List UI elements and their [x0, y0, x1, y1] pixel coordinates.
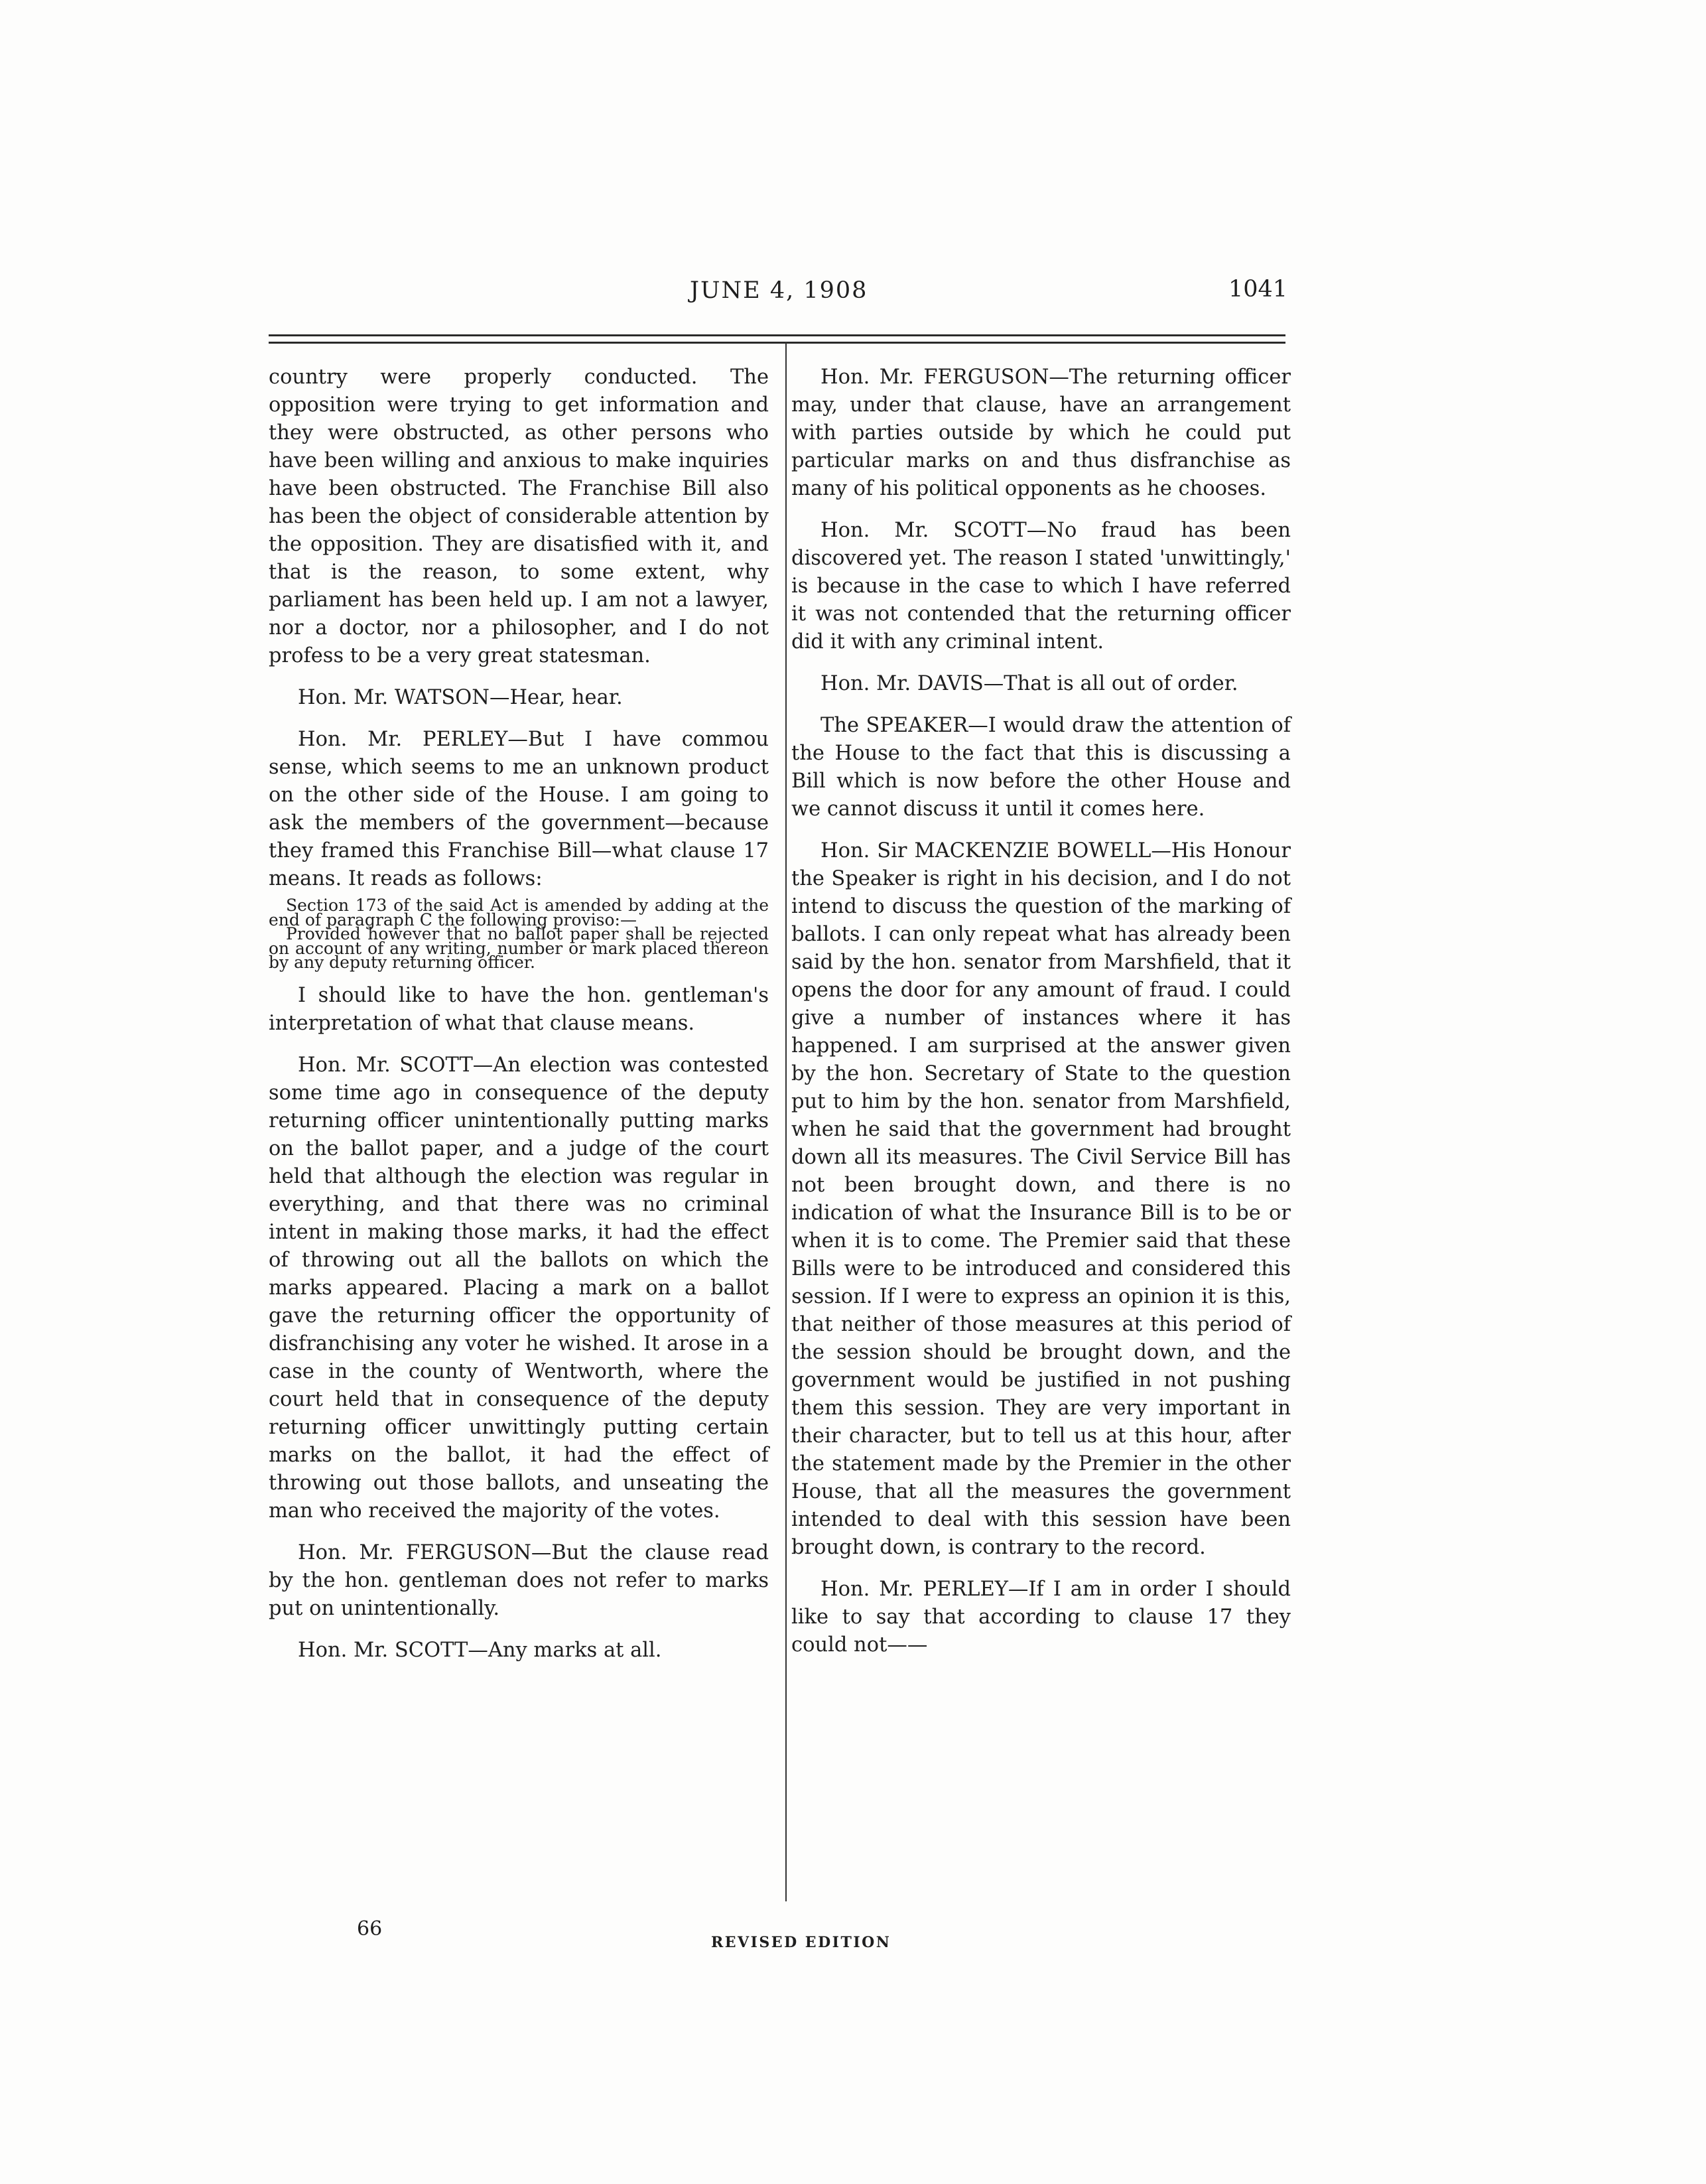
header-rule-bottom	[269, 342, 1285, 344]
page-number: 1041	[1228, 276, 1288, 303]
paragraph: Hon. Mr. DAVIS—That is all out of order.	[820, 672, 1238, 695]
paragraph: I should like to have the hon. gentleman's interpretation of what that clause means.	[269, 983, 769, 1035]
paragraph: Hon. Sir MACKENZIE BOWELL—His Honour the Speaker is right in his decision, and I do not intend to discuss the question of the marking of ballots. I can only repeat what has already been said by the hon. senator from Marshfield, that it opens the door for any amount of fraud. I could give a number of instances where it has happened. I am surprised at the answer given by the hon. Secretary of State to the question put to him by the hon. senator from Marshfield, when he said that the government had brought down all its measures. The Civil Service Bill has not been brought down, and there is no indication of what the Insurance Bill is to be or when it is to come. The Premier said that these Bills were to be introduced and considered this session. If I were to express an opinion it is this, that neither of those measures at this period of the session should be brought down, and the government would be justified in not pushing them this session. They are very important in their character, but to tell us at this hour, after the statement made by the Premier in the other House, that all the measures the government intended to deal with this session have been brought down, is contrary to the record.	[791, 839, 1291, 1559]
page-date: JUNE 4, 1908	[690, 277, 868, 304]
paragraph: The SPEAKER—I would draw the attention of the House to the fact that this is discussing a Bill which is now before the other House and we cannot discuss it until it comes here.	[791, 714, 1291, 821]
paragraph: Hon. Mr. FERGUSON—But the clause read by the hon. gentleman does not refer to marks put on unintentionally.	[269, 1540, 769, 1620]
paragraph: Hon. Mr. SCOTT—Any marks at all.	[298, 1638, 662, 1662]
paragraph: Hon. Mr. SCOTT—No fraud has been discovered yet. The reason I stated 'unwittingly,' is because in the case to which I have referred it was not contended that the returning officer did it with any criminal intent.	[791, 519, 1291, 653]
edition-label: REVISED EDITION	[711, 1934, 891, 1951]
signature-mark: 66	[357, 1917, 383, 1941]
paragraph: Hon. Mr. SCOTT—An election was contested some time ago in consequence of the deputy returning officer unintentionally putting marks on the ballot paper, and a judge of the court held that although the election was regular in everything, and that there was no criminal intent in making those marks, it had the effect of throwing out all the ballots on which the marks appeared. Placing a mark on a ballot gave the returning officer the opportunity of disfranchising any voter he wished. It arose in a case in the county of Wentworth, where the court held that in consequence of the deputy returning officer unwittingly putting certain marks on the ballot, it had the effect of throwing out those ballots, and unseating the man who received the majority of the votes.	[269, 1053, 769, 1523]
paragraph: Hon. Mr. PERLEY—If I am in order I should like to say that according to clause 17 they could not——	[791, 1578, 1291, 1657]
quote-line: Section 173 of the said Act is amended by adding at the end of paragraph C the following proviso:—	[269, 896, 769, 929]
paragraph: Hon. Mr. PERLEY—But I have commou sense, which seems to me an unknown product on the other side of the House. I am going to ask the members of the government—because they framed this Franchise Bill—what clause 17 means. It reads as follows:	[269, 728, 769, 890]
paragraph: Hon. Mr. FERGUSON—The returning officer may, under that clause, have an arrangement with parties outside by which he could put particular marks on and thus disfranchise as many of his political opponents as he chooses.	[791, 366, 1291, 500]
left-column	[269, 364, 769, 1678]
quote-line: Provided however that no ballot paper shall be rejected on account of any writing, number or mark placed thereon by any deputy returning officer.	[269, 924, 769, 972]
right-column	[791, 364, 1291, 1673]
header-rule-top	[269, 334, 1285, 336]
block-quote	[269, 898, 769, 970]
paragraph: country were properly conducted. The opposition were trying to get information and they were obstructed, as other persons who have been willing and anxious to make inquiries have been obstructed. The Franchise Bill also has been the object of considerable attention by the opposition. They are disatisfied with it, and that is the reason, to some extent, why parliament has been held up. I am not a lawyer, nor a doctor, nor a philosopher, and I do not profess to be a very great statesman.	[269, 366, 769, 667]
column-divider	[785, 342, 787, 1901]
paragraph: Hon. Mr. WATSON—Hear, hear.	[298, 686, 623, 709]
